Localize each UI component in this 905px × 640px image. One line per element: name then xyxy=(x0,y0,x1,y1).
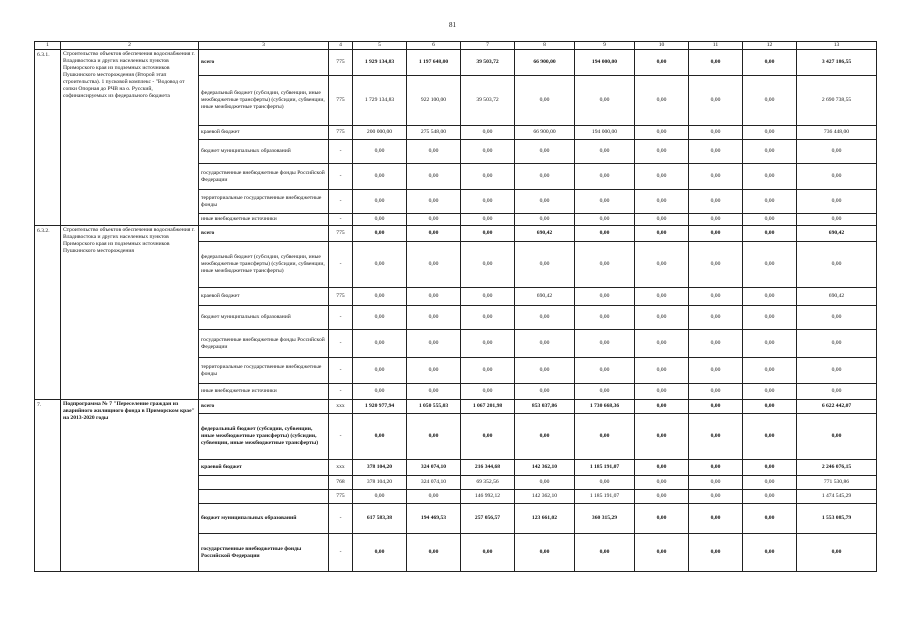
amount-cell: 1 050 555,03 xyxy=(407,400,461,414)
amount-cell: 0,00 xyxy=(689,50,743,76)
amount-cell: 0,00 xyxy=(743,126,797,140)
amount-cell: 0,00 xyxy=(743,226,797,242)
amount-cell: 0,00 xyxy=(575,330,635,358)
budget-code: 775 xyxy=(329,226,353,242)
amount-cell: 66 900,00 xyxy=(515,50,575,76)
amount-cell: 275 548,00 xyxy=(407,126,461,140)
amount-cell: 0,00 xyxy=(461,242,515,288)
amount-cell: 0,00 xyxy=(743,242,797,288)
amount-cell: 0,00 xyxy=(635,476,689,490)
amount-cell: 0,00 xyxy=(689,164,743,190)
amount-cell: 0,00 xyxy=(689,140,743,164)
amount-cell: 0,00 xyxy=(461,190,515,214)
funding-source-label: федеральный бюджет (субсидии, субвенции, иные межбюджетные трансферты) (субсидии, субвенции, иные межбюджетные трансферты) xyxy=(199,242,329,288)
amount-cell: 690,42 xyxy=(515,288,575,306)
funding-source-label: бюджет муниципальных образований xyxy=(199,504,329,534)
amount-cell: 123 661,02 xyxy=(515,504,575,534)
budget-code: - xyxy=(329,534,353,572)
amount-cell: 0,00 xyxy=(353,226,407,242)
amount-cell: 0,00 xyxy=(407,242,461,288)
budget-code: 775 xyxy=(329,288,353,306)
budget-code: 768 xyxy=(329,476,353,490)
amount-cell: 0,00 xyxy=(575,164,635,190)
funding-source-label xyxy=(199,476,329,490)
amount-cell: 0,00 xyxy=(743,50,797,76)
amount-cell: 0,00 xyxy=(635,226,689,242)
amount-cell: 0,00 xyxy=(635,50,689,76)
amount-cell: 0,00 xyxy=(635,242,689,288)
amount-cell: 0,00 xyxy=(689,306,743,330)
amount-cell: 200 000,00 xyxy=(353,126,407,140)
amount-cell: 0,00 xyxy=(743,384,797,400)
amount-cell: 771 530,86 xyxy=(797,476,877,490)
amount-cell: 142 362,10 xyxy=(515,490,575,504)
amount-cell: 0,00 xyxy=(689,126,743,140)
amount-cell: 0,00 xyxy=(689,76,743,126)
amount-cell: 0,00 xyxy=(575,534,635,572)
amount-cell: 0,00 xyxy=(743,490,797,504)
amount-cell: 0,00 xyxy=(461,306,515,330)
amount-cell: 0,00 xyxy=(575,358,635,384)
amount-cell: 0,00 xyxy=(515,306,575,330)
amount-cell: 0,00 xyxy=(743,414,797,460)
amount-cell: 0,00 xyxy=(461,288,515,306)
amount-cell: 0,00 xyxy=(353,190,407,214)
amount-cell: 0,00 xyxy=(575,226,635,242)
amount-cell: 146 992,12 xyxy=(461,490,515,504)
amount-cell: 0,00 xyxy=(743,288,797,306)
amount-cell: 0,00 xyxy=(575,288,635,306)
amount-cell: 0,00 xyxy=(353,140,407,164)
amount-cell: 0,00 xyxy=(689,242,743,288)
amount-cell: 0,00 xyxy=(689,460,743,476)
item-title: Подпрограмма № 7 "Переселение граждан из аварийного жилищного фонда в Приморском крае" на 2013-2020 годы xyxy=(61,400,199,572)
amount-cell: 0,00 xyxy=(635,414,689,460)
amount-cell: 0,00 xyxy=(743,76,797,126)
amount-cell: 1 474 545,29 xyxy=(797,490,877,504)
amount-cell: 0,00 xyxy=(743,214,797,226)
page-number: 81 xyxy=(449,21,456,29)
amount-cell: 0,00 xyxy=(689,476,743,490)
amount-cell: 0,00 xyxy=(635,126,689,140)
budget-code: 775 xyxy=(329,76,353,126)
amount-cell: 6 622 442,07 xyxy=(797,400,877,414)
table-row xyxy=(35,50,877,76)
amount-cell: 0,00 xyxy=(797,358,877,384)
header-cell: 10 xyxy=(635,42,689,50)
header-cell: 13 xyxy=(797,42,877,50)
budget-code: - xyxy=(329,330,353,358)
header-cell: 1 xyxy=(35,42,61,50)
amount-cell: 378 104,20 xyxy=(353,460,407,476)
funding-source-label: государственные внебюджетные фонды Российской Федерации xyxy=(199,330,329,358)
amount-cell: 0,00 xyxy=(635,384,689,400)
amount-cell: 0,00 xyxy=(353,330,407,358)
amount-cell: 0,00 xyxy=(407,164,461,190)
amount-cell: 66 900,00 xyxy=(515,126,575,140)
amount-cell: 378 104,20 xyxy=(353,476,407,490)
amount-cell: 0,00 xyxy=(515,190,575,214)
amount-cell: 0,00 xyxy=(635,460,689,476)
funding-source-label: иные внебюджетные источники xyxy=(199,214,329,226)
amount-cell: 257 056,57 xyxy=(461,504,515,534)
amount-cell: 0,00 xyxy=(353,490,407,504)
amount-cell: 2 246 076,15 xyxy=(797,460,877,476)
funding-source-label: федеральный бюджет (субсидии, субвенции, иные межбюджетные трансферты) (субсидии, субвенции, иные межбюджетные трансферты) xyxy=(199,76,329,126)
amount-cell: 0,00 xyxy=(353,288,407,306)
amount-cell: 0,00 xyxy=(635,400,689,414)
amount-cell: 0,00 xyxy=(515,76,575,126)
amount-cell: 0,00 xyxy=(515,164,575,190)
header-cell: 4 xyxy=(329,42,353,50)
amount-cell: 0,00 xyxy=(407,214,461,226)
amount-cell: 0,00 xyxy=(461,140,515,164)
amount-cell: 0,00 xyxy=(575,242,635,288)
budget-code: - xyxy=(329,190,353,214)
item-number: 7. xyxy=(35,400,61,572)
amount-cell: 0,00 xyxy=(461,358,515,384)
amount-cell: 142 362,10 xyxy=(515,460,575,476)
amount-cell: 0,00 xyxy=(575,414,635,460)
amount-cell: 0,00 xyxy=(407,414,461,460)
header-cell: 8 xyxy=(515,42,575,50)
amount-cell: 0,00 xyxy=(461,214,515,226)
amount-cell: 1 067 201,98 xyxy=(461,400,515,414)
amount-cell: 0,00 xyxy=(461,414,515,460)
header-cell: 2 xyxy=(61,42,199,50)
amount-cell: 39 503,72 xyxy=(461,50,515,76)
amount-cell: 0,00 xyxy=(743,358,797,384)
table-row xyxy=(35,400,877,414)
amount-cell: 0,00 xyxy=(743,306,797,330)
amount-cell: 0,00 xyxy=(689,214,743,226)
amount-cell: 0,00 xyxy=(515,358,575,384)
item-number: 6.3.1. xyxy=(35,50,61,226)
amount-cell: 0,00 xyxy=(407,358,461,384)
funding-source-label: бюджет муниципальных образований xyxy=(199,140,329,164)
header-cell: 11 xyxy=(689,42,743,50)
amount-cell: 0,00 xyxy=(515,414,575,460)
funding-source-label xyxy=(199,490,329,504)
amount-cell: 0,00 xyxy=(461,126,515,140)
funding-source-label: иные внебюджетные источники xyxy=(199,384,329,400)
amount-cell: 0,00 xyxy=(635,214,689,226)
amount-cell: 0,00 xyxy=(797,140,877,164)
amount-cell: 0,00 xyxy=(461,330,515,358)
amount-cell: 0,00 xyxy=(635,76,689,126)
amount-cell: 324 074,10 xyxy=(407,460,461,476)
amount-cell: 0,00 xyxy=(461,384,515,400)
amount-cell: 0,00 xyxy=(461,534,515,572)
amount-cell: 194 000,00 xyxy=(575,50,635,76)
amount-cell: 3 427 186,55 xyxy=(797,50,877,76)
funding-source-label: краевой бюджет xyxy=(199,460,329,476)
amount-cell: 1 197 648,00 xyxy=(407,50,461,76)
amount-cell: 0,00 xyxy=(353,242,407,288)
amount-cell: 216 344,68 xyxy=(461,460,515,476)
amount-cell: 0,00 xyxy=(743,460,797,476)
amount-cell: 0,00 xyxy=(689,358,743,384)
amount-cell: 0,00 xyxy=(797,534,877,572)
header-cell: 7 xyxy=(461,42,515,50)
amount-cell: 0,00 xyxy=(689,288,743,306)
amount-cell: 0,00 xyxy=(575,476,635,490)
budget-code: - xyxy=(329,306,353,330)
amount-cell: 1 920 977,94 xyxy=(353,400,407,414)
amount-cell: 690,42 xyxy=(797,288,877,306)
amount-cell: 0,00 xyxy=(743,534,797,572)
budget-code: - xyxy=(329,214,353,226)
amount-cell: 0,00 xyxy=(797,414,877,460)
amount-cell: 0,00 xyxy=(575,190,635,214)
amount-cell: 0,00 xyxy=(515,476,575,490)
amount-cell: 39 503,72 xyxy=(461,76,515,126)
item-number: 6.3.2. xyxy=(35,226,61,400)
amount-cell: 0,00 xyxy=(635,164,689,190)
amount-cell: 690,42 xyxy=(797,226,877,242)
funding-source-label: краевой бюджет xyxy=(199,288,329,306)
amount-cell: 69 352,56 xyxy=(461,476,515,490)
funding-source-label: краевой бюджет xyxy=(199,126,329,140)
amount-cell: 0,00 xyxy=(797,330,877,358)
amount-cell: 0,00 xyxy=(407,534,461,572)
amount-cell: 0,00 xyxy=(689,490,743,504)
amount-cell: 0,00 xyxy=(353,534,407,572)
budget-code: 775 xyxy=(329,50,353,76)
amount-cell: 0,00 xyxy=(797,190,877,214)
header-cell: 5 xyxy=(353,42,407,50)
amount-cell: 0,00 xyxy=(353,306,407,330)
amount-cell: 0,00 xyxy=(407,330,461,358)
amount-cell: 0,00 xyxy=(575,306,635,330)
amount-cell: 0,00 xyxy=(635,288,689,306)
amount-cell: 0,00 xyxy=(689,534,743,572)
amount-cell: 0,00 xyxy=(743,140,797,164)
amount-cell: 1 730 668,36 xyxy=(575,400,635,414)
funding-source-label: всего xyxy=(199,50,329,76)
funding-source-label: территориальные государственные внебюджетные фонды xyxy=(199,358,329,384)
amount-cell: 0,00 xyxy=(689,504,743,534)
budget-code: 775 xyxy=(329,490,353,504)
item-title: Строительство объектов обеспечения водоснабжения г. Владивостока и других населенных пунктов Приморского края из подземных источников Пушкинского месторождения (Второй этап строительства). 1 пусковой комплекс - "Водовод от сопки Опорная до РЧВ на о. Русский, софинансируемых из федерального бюджета xyxy=(61,50,199,226)
table-row xyxy=(35,226,877,242)
amount-cell: 0,00 xyxy=(635,504,689,534)
amount-cell: 0,00 xyxy=(407,288,461,306)
header-cell: 3 xyxy=(199,42,329,50)
amount-cell: 324 074,10 xyxy=(407,476,461,490)
amount-cell: 0,00 xyxy=(353,384,407,400)
amount-cell: 922 100,00 xyxy=(407,76,461,126)
amount-cell: 0,00 xyxy=(797,242,877,288)
amount-cell: 0,00 xyxy=(635,490,689,504)
amount-cell: 360 315,29 xyxy=(575,504,635,534)
amount-cell: 1 553 085,79 xyxy=(797,504,877,534)
amount-cell: 2 690 738,55 xyxy=(797,76,877,126)
amount-cell: 0,00 xyxy=(407,226,461,242)
budget-code: - xyxy=(329,140,353,164)
budget-code: - xyxy=(329,242,353,288)
amount-cell: 0,00 xyxy=(515,534,575,572)
amount-cell: 0,00 xyxy=(689,414,743,460)
amount-cell: 0,00 xyxy=(515,140,575,164)
amount-cell: 0,00 xyxy=(797,306,877,330)
amount-cell: 0,00 xyxy=(575,76,635,126)
amount-cell: 0,00 xyxy=(353,414,407,460)
amount-cell: 0,00 xyxy=(515,330,575,358)
amount-cell: 194 469,53 xyxy=(407,504,461,534)
amount-cell: 0,00 xyxy=(635,534,689,572)
amount-cell: 0,00 xyxy=(743,164,797,190)
amount-cell: 0,00 xyxy=(689,190,743,214)
funding-source-label: всего xyxy=(199,226,329,242)
amount-cell: 0,00 xyxy=(515,384,575,400)
header-cell: 12 xyxy=(743,42,797,50)
amount-cell: 0,00 xyxy=(353,164,407,190)
amount-cell: 0,00 xyxy=(575,214,635,226)
amount-cell: 0,00 xyxy=(635,140,689,164)
amount-cell: 0,00 xyxy=(743,476,797,490)
funding-source-label: всего xyxy=(199,400,329,414)
amount-cell: 0,00 xyxy=(743,190,797,214)
funding-source-label: государственные внебюджетные фонды Российской Федерации xyxy=(199,534,329,572)
amount-cell: 0,00 xyxy=(353,358,407,384)
amount-cell: 0,00 xyxy=(797,164,877,190)
budget-table xyxy=(34,41,877,572)
amount-cell: 0,00 xyxy=(461,226,515,242)
budget-code: - xyxy=(329,164,353,190)
amount-cell: 1 185 191,07 xyxy=(575,460,635,476)
amount-cell: 0,00 xyxy=(515,214,575,226)
amount-cell: 736 448,00 xyxy=(797,126,877,140)
amount-cell: 617 583,38 xyxy=(353,504,407,534)
amount-cell: 0,00 xyxy=(407,306,461,330)
amount-cell: 0,00 xyxy=(797,214,877,226)
amount-cell: 0,00 xyxy=(515,242,575,288)
amount-cell: 0,00 xyxy=(689,384,743,400)
budget-code: - xyxy=(329,504,353,534)
amount-cell: 0,00 xyxy=(575,140,635,164)
amount-cell: 0,00 xyxy=(407,384,461,400)
amount-cell: 0,00 xyxy=(407,190,461,214)
column-number-header xyxy=(35,42,877,50)
funding-source-label: федеральный бюджет (субсидии, субвенции, иные межбюджетные трансферты) (субсидии, субвенции, иные межбюджетные трансферты) xyxy=(199,414,329,460)
budget-code: ххх xyxy=(329,460,353,476)
amount-cell: 0,00 xyxy=(635,330,689,358)
header-cell: 9 xyxy=(575,42,635,50)
amount-cell: 0,00 xyxy=(635,190,689,214)
amount-cell: 0,00 xyxy=(461,164,515,190)
amount-cell: 0,00 xyxy=(743,400,797,414)
funding-source-label: бюджет муниципальных образований xyxy=(199,306,329,330)
amount-cell: 0,00 xyxy=(689,330,743,358)
amount-cell: 0,00 xyxy=(689,400,743,414)
amount-cell: 0,00 xyxy=(689,226,743,242)
amount-cell: 0,00 xyxy=(407,140,461,164)
funding-source-label: государственные внебюджетные фонды Российской Федерации xyxy=(199,164,329,190)
funding-source-label: территориальные государственные внебюджетные фонды xyxy=(199,190,329,214)
amount-cell: 0,00 xyxy=(353,214,407,226)
amount-cell: 0,00 xyxy=(635,358,689,384)
amount-cell: 1 929 134,83 xyxy=(353,50,407,76)
amount-cell: 0,00 xyxy=(575,384,635,400)
item-title: Строительство объектов обеспечения водоснабжения г. Владивостока и других населенных пунктов Приморского края из подземных источников Пушкинского месторождения xyxy=(61,226,199,400)
amount-cell: 0,00 xyxy=(797,384,877,400)
amount-cell: 1 185 191,07 xyxy=(575,490,635,504)
header-cell: 6 xyxy=(407,42,461,50)
amount-cell: 690,42 xyxy=(515,226,575,242)
budget-code: - xyxy=(329,358,353,384)
budget-code: ххх xyxy=(329,400,353,414)
amount-cell: 1 729 134,83 xyxy=(353,76,407,126)
budget-code: 775 xyxy=(329,126,353,140)
amount-cell: 0,00 xyxy=(743,504,797,534)
amount-cell: 0,00 xyxy=(635,306,689,330)
amount-cell: 0,00 xyxy=(743,330,797,358)
amount-cell: 853 037,86 xyxy=(515,400,575,414)
budget-code: - xyxy=(329,384,353,400)
amount-cell: 194 000,00 xyxy=(575,126,635,140)
amount-cell: 0,00 xyxy=(407,490,461,504)
budget-code: - xyxy=(329,414,353,460)
